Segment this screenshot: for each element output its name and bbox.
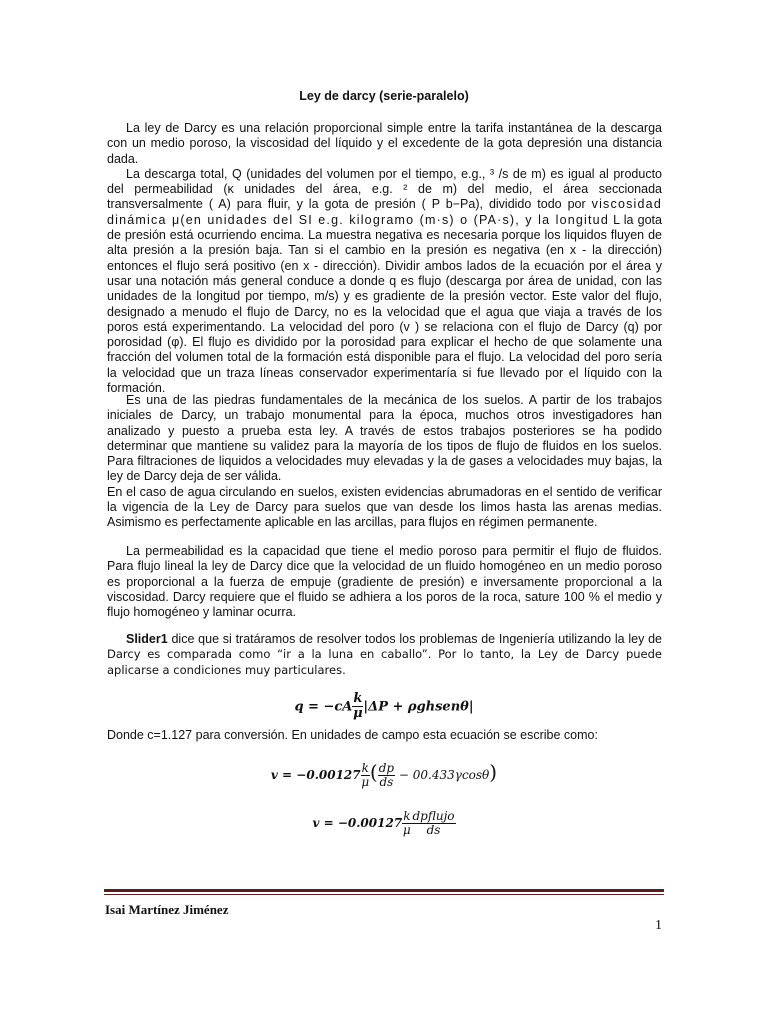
- soil-mechanics-section: [107, 393, 662, 531]
- permeability-section: [107, 544, 662, 620]
- footer-author: Isai Martínez Jiménez: [105, 902, 229, 917]
- formula3-fraction-k-mu: [402, 810, 411, 837]
- formula3-dpflujo: dpflujo: [412, 809, 455, 823]
- paragraph-soil-mechanics: Es una de las piedras fundamentales de la mecánica de los suelos. A partir de los trabajos iniciales de Darcy, un trabajo monumental para la época, muchos otros investigadores han analizado y puesto a prueba esta ley. A través de estos trabajos posteriores se ha podido determinar que mantiene su validez para la mayoría de los tipos de flujo de fluidos en los suelos. Para filtraciones de liquidos a velocidades muy elevadas y la de gases a velocidades muy bajas, la ley de Darcy deja de ser válida.: [107, 393, 662, 484]
- formula1-lhs: q = −cA: [294, 699, 353, 715]
- formula2-k: k: [361, 760, 369, 775]
- paragraph-definition: La ley de Darcy es una relación proporcional simple entre la tarifa instantánea de la descarga con un medio poroso, la viscosidad del líquido y el excedente de la gota depresión una distancia dada.: [107, 121, 662, 166]
- formula2-paren-open: (: [369, 760, 378, 784]
- discharge-continuation-text: L la gota de presión está ocurriendo encima. La muestra negativa es necesaria porque los liquidos fluyen de alta presión a la presión baja. Tan si el cambio en la presión es negativa (en x - la dirección) entonces el flujo será positivo (en x - dirección). Dividir ambos lados de la ecuación por el área y usar una notación más general conduce a donde q es flujo (descarga por área de unidad, con las unidades de la longitud por tiempo, m/s) y es gradiente de la presión vector. Este valor del flujo, designado a menudo el flujo de Darcy, no es la velocidad que el agua que viaja a través de los poros está experimentando. La velocidad del poro (v ) se relaciona con el flujo de Darcy (q) por porosidad (φ). El flujo es dividido por la porosidad para explicar el hecho de que solamente una fracción del volumen total de la formación está disponible para el flujo. La velocidad del poro sería la velocidad que un traza líneas conservador experimentaría si fue llevado por el líquido con la formación.: [107, 212, 662, 396]
- field-units-equation: [0, 760, 768, 789]
- paragraph-permeability: La permeabilidad es la capacidad que tiene el medio poroso para permitir el flujo de fluidos. Para flujo lineal la ley de Darcy dice que la velocidad de un fluido homogéneo en un medio poroso es proporcional a la fuerza de empuje (gradiente de presión) e inversamente proporcional a la viscosidad. Darcy requiere que el fluido se adhiera a los poros de la roca, sature 100 % el medio y flujo homogéneo y laminar ocurra.: [107, 544, 662, 620]
- viscosity-text: viscosidad dinámica μ(en unidades del SI e.g. kilogramo (m·s) o (PA·s), y la longitud: [107, 197, 662, 227]
- formula2-tail: − 00.433γcosθ: [398, 768, 490, 782]
- formula2-fraction-dp-ds: [378, 762, 395, 789]
- formula1-denominator: μ: [353, 706, 363, 722]
- formula3-fraction-dpflujo-ds: [411, 810, 455, 837]
- document-title: Ley de darcy (serie-paralelo): [299, 89, 469, 103]
- conversion-note: [107, 728, 662, 743]
- formula1-numerator: k: [353, 691, 363, 706]
- slider-continuation-text: Darcy es comparada como “ir a la luna en caballo”. Por lo tanto, la Ley de Darcy puede aplicarse a condiciones muy particulares.: [107, 647, 662, 677]
- paragraph-slider: [107, 632, 662, 678]
- formula3-mu: μ: [402, 823, 411, 838]
- paragraph-water-soils: En el caso de agua circulando en suelos, existen evidencias abrumadoras en el sentido de verificar la vigencia de la Ley de Darcy para suelos que van desde los limos hasta las arenas medias. Asimismo es perfectamente aplicable en las arcillas, para flujos en régimen permanente.: [107, 484, 662, 530]
- formula3-k: k: [403, 809, 411, 823]
- formula2-fraction-k-mu: [361, 762, 370, 789]
- formula2-dp: dp: [378, 760, 395, 775]
- slider-section: [107, 632, 662, 678]
- page-number: 1: [655, 918, 662, 933]
- footer-rule-thin: [104, 894, 664, 895]
- paragraph-total-discharge: [107, 167, 662, 396]
- darcy-equation: [0, 692, 768, 722]
- formula1-rhs: |ΔP + ρghsenθ|: [363, 699, 474, 715]
- paragraph-conversion: Donde c=1.127 para conversión. En unidades de campo esta ecuación se escribe como:: [107, 728, 598, 742]
- formula3-ds: ds: [426, 823, 441, 838]
- flow-velocity-equation: [0, 810, 768, 837]
- formula3-lhs: v = −0.00127: [312, 816, 403, 831]
- formula2-lhs: v = −0.00127: [270, 768, 361, 782]
- formula2-mu: μ: [361, 775, 370, 789]
- discharge-text: La descarga total, Q (unidades del volumen por el tiempo, e.g., ³ /s de m) es igual al producto del permeabilidad (κ unidades del área, e.g. ² de m) del medio, el área seccionada transversalmente ( A) para fluir, y la gota de presión ( P b−Pa), dividido todo por: [107, 166, 662, 212]
- slider-reference: Slider1: [126, 632, 168, 646]
- formula2-ds: ds: [379, 775, 394, 789]
- formula2-paren-close: ): [489, 760, 498, 784]
- formula1-fraction: [352, 692, 363, 722]
- slider-text: dice que si tratáramos de resolver todos los problemas de Ingeniería utilizando la ley de: [171, 632, 662, 646]
- footer-rule-thick: [104, 889, 664, 892]
- intro-section: [107, 121, 662, 396]
